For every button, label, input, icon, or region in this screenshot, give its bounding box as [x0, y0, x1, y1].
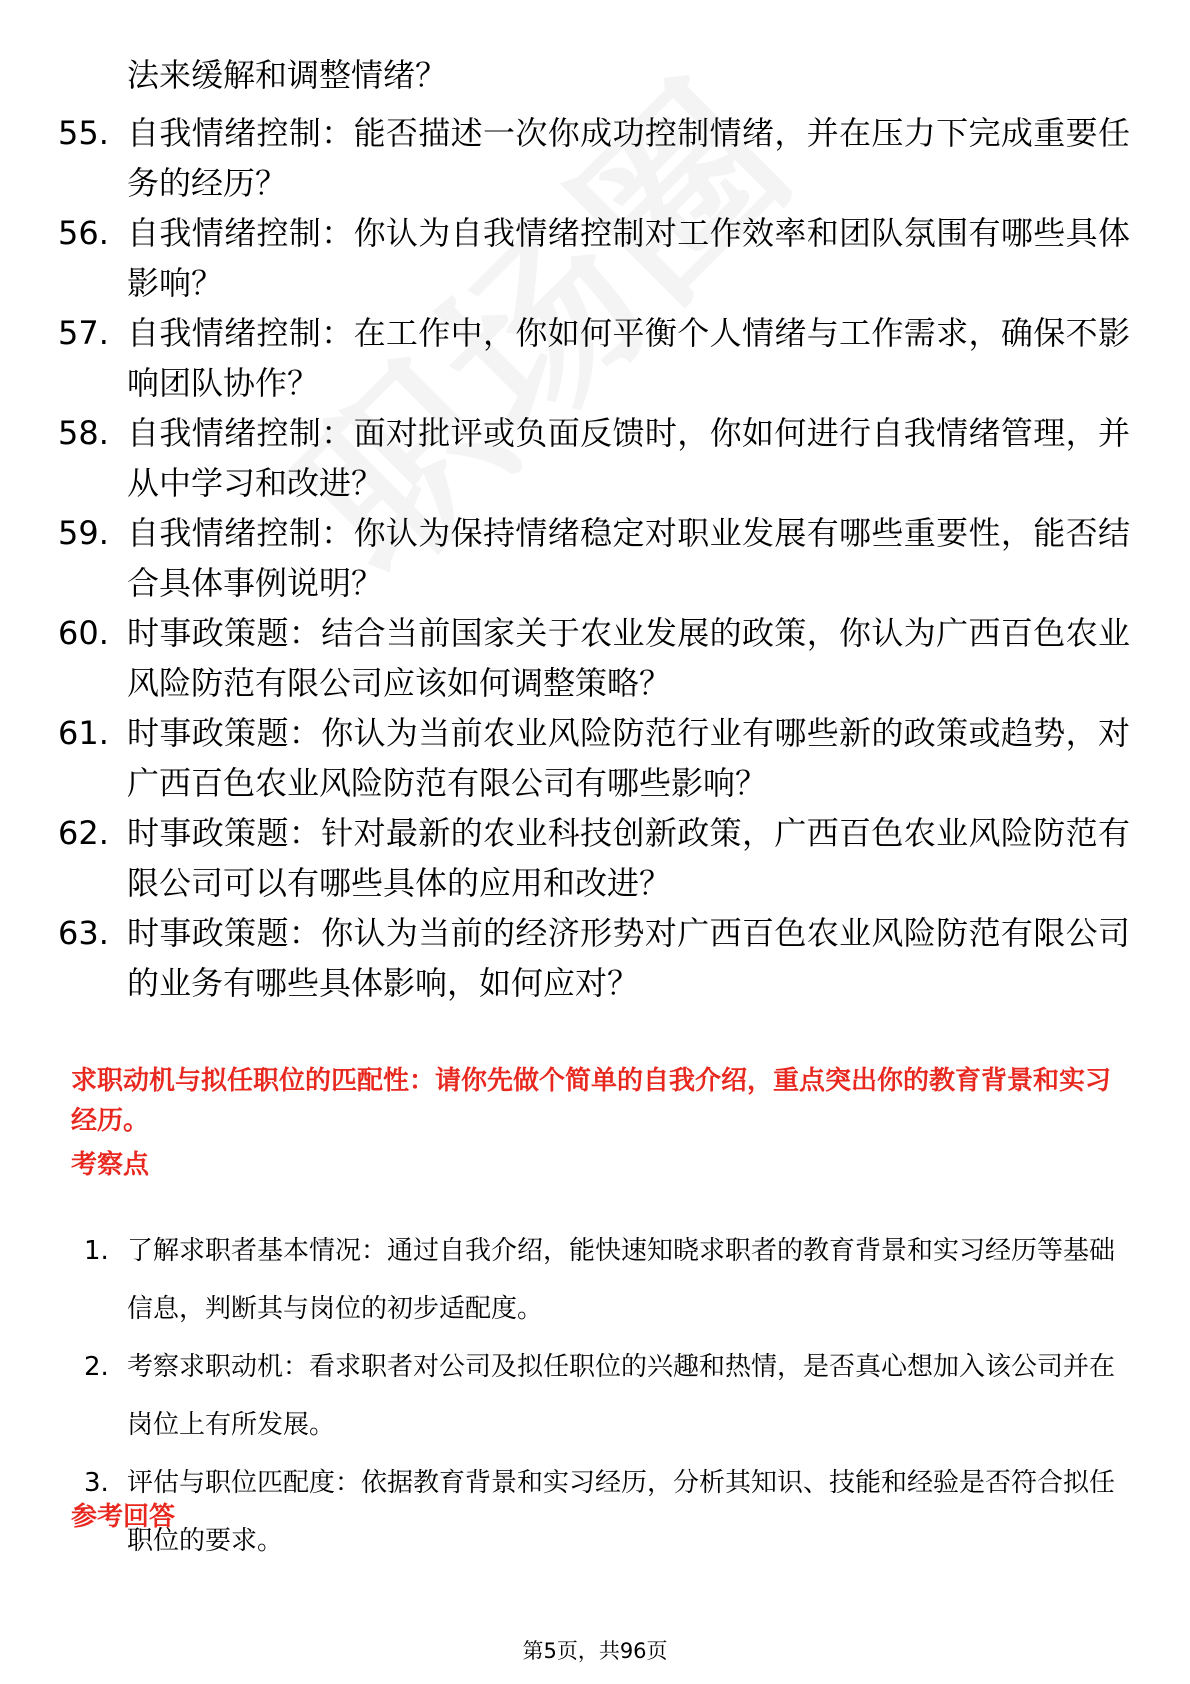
- assessment-point: [0, 1338, 1127, 1454]
- featured-question-heading: 求职动机与拟任职位的匹配性：请你先做个简单的自我介绍，重点突出你的教育背景和实习经历。: [71, 1066, 1112, 1136]
- question-text: 自我情绪控制：你认为自我情绪控制对工作效率和团队氛围有哪些具体影响？: [127, 214, 1130, 302]
- question-number: 60.: [58, 614, 109, 652]
- assessment-label: 考察点: [71, 1150, 150, 1180]
- reference-answer-label: 参考回答: [71, 1502, 176, 1532]
- assessment-point: [0, 1222, 1127, 1338]
- question-item: [0, 608, 1190, 708]
- question-text: 自我情绪控制：能否描述一次你成功控制情绪，并在压力下完成重要任务的经历？: [127, 114, 1130, 202]
- assessment-point-text: 了解求职者基本情况：通过自我介绍，能快速知晓求职者的教育背景和实习经历等基础信息，判断其与岗位的初步适配度。: [127, 1236, 1116, 1324]
- question-number: 58.: [58, 414, 109, 452]
- question-number: 59.: [58, 514, 109, 552]
- question-text: 时事政策题：针对最新的农业科技创新政策，广西百色农业风险防范有限公司可以有哪些具体的应用和改进？: [127, 814, 1130, 902]
- question-item: [0, 208, 1190, 308]
- question-number: 57.: [58, 314, 109, 352]
- question-item: [0, 508, 1190, 608]
- assessment-point-number: 3.: [84, 1468, 109, 1498]
- question-continuation: 法来缓解和调整情绪？: [127, 56, 448, 94]
- question-item: [0, 308, 1190, 408]
- page-footer: 第5页，共96页: [522, 1639, 668, 1663]
- question-number: 62.: [58, 814, 109, 852]
- question-text: 时事政策题：你认为当前农业风险防范行业有哪些新的政策或趋势，对广西百色农业风险防范有限公司有哪些影响？: [127, 714, 1130, 802]
- question-item: [0, 108, 1190, 208]
- question-text: 自我情绪控制：面对批评或负面反馈时，你如何进行自我情绪管理，并从中学习和改进？: [127, 414, 1130, 502]
- assessment-point-text: 评估与职位匹配度：依据教育背景和实习经历，分析其知识、技能和经验是否符合拟任职位的要求。: [127, 1468, 1116, 1556]
- assessment-point-number: 1.: [84, 1236, 109, 1266]
- question-text: 自我情绪控制：在工作中，你如何平衡个人情绪与工作需求，确保不影响团队协作？: [127, 314, 1130, 402]
- question-number: 56.: [58, 214, 109, 252]
- assessment-point-number: 2.: [84, 1352, 109, 1382]
- assessment-point-text: 考察求职动机：看求职者对公司及拟任职位的兴趣和热情，是否真心想加入该公司并在岗位上有所发展。: [127, 1352, 1116, 1440]
- question-text: 自我情绪控制：你认为保持情绪稳定对职业发展有哪些重要性，能否结合具体事例说明？: [127, 514, 1130, 602]
- question-text: 时事政策题：结合当前国家关于农业发展的政策，你认为广西百色农业风险防范有限公司应该如何调整策略？: [127, 614, 1130, 702]
- assessment-points-list: [0, 1222, 1190, 1570]
- question-number: 61.: [58, 714, 109, 752]
- question-item: [0, 408, 1190, 508]
- question-text: 时事政策题：你认为当前的经济形势对广西百色农业风险防范有限公司的业务有哪些具体影响，如何应对？: [127, 914, 1130, 1002]
- question-number: 63.: [58, 914, 109, 952]
- question-list: [0, 108, 1190, 1008]
- question-item: [0, 808, 1190, 908]
- question-number: 55.: [58, 114, 109, 152]
- question-item: [0, 908, 1190, 1008]
- question-item: [0, 708, 1190, 808]
